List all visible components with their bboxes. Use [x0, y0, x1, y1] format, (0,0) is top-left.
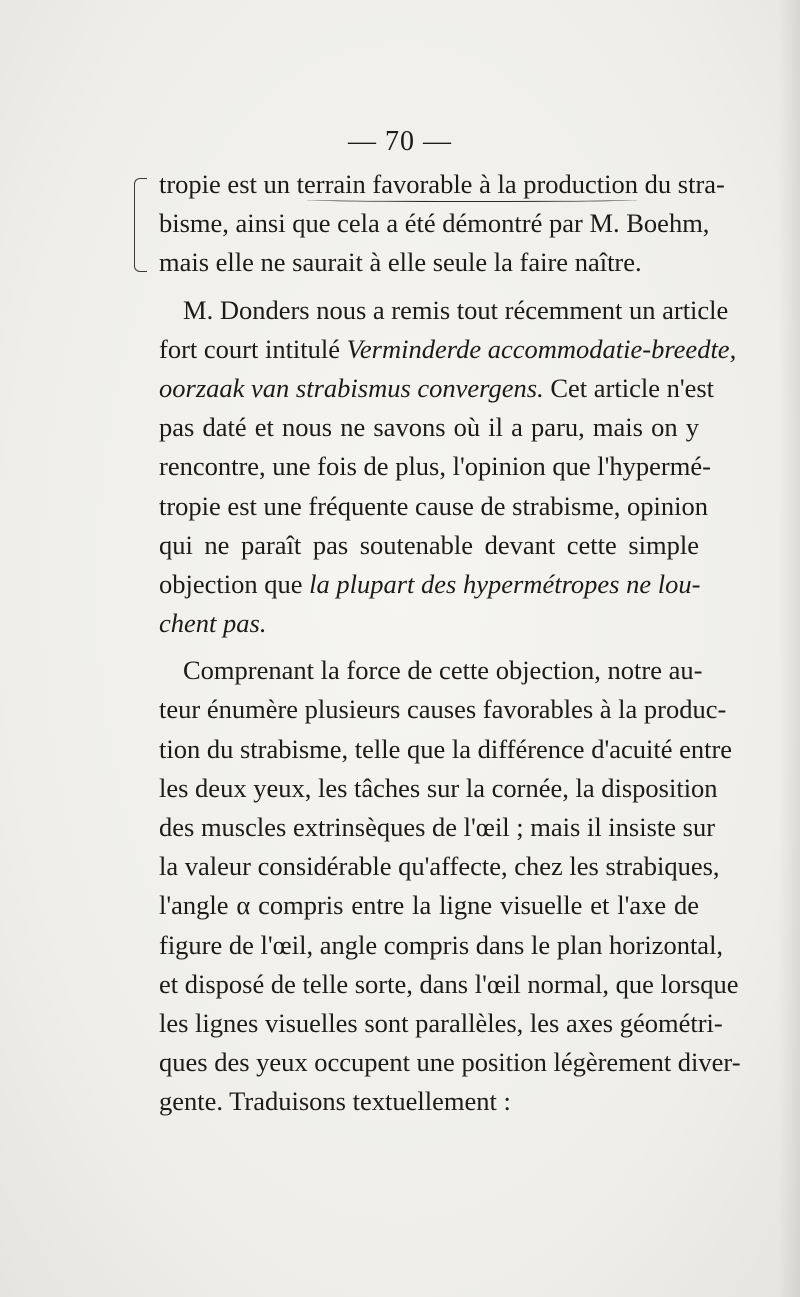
text-line: rencontre, une fois de plus, l'opinion que l'hypermé-: [159, 451, 711, 482]
text-line: [159, 369, 715, 408]
text-fragment: fort court intitulé: [159, 333, 347, 364]
text-line: [159, 330, 737, 369]
text-line: les deux yeux, les tâches sur la cornée, la disposition: [159, 772, 718, 803]
text-line: pas daté et nous ne savons où il a paru, mais on y: [159, 412, 699, 443]
text-line: et disposé de telle sorte, dans l'œil normal, que lorsque: [159, 968, 739, 999]
text-line: tion du strabisme, telle que la différence d'acuité entre: [159, 733, 733, 764]
text-line: Comprenant la force de cette objection, notre au-: [183, 655, 703, 686]
text-line: ques des yeux occupent une position légèrement diver-: [159, 1047, 741, 1078]
text-line: les lignes visuelles sont parallèles, les axes géométri-: [159, 1007, 723, 1038]
italic-title-continued: oorzaak van strabismus convergens.: [159, 372, 544, 403]
text-line: teur énumère plusieurs causes favorables à la produc-: [159, 694, 727, 725]
text-line: l'angle α compris entre la ligne visuelle et l'axe de: [159, 890, 699, 921]
text-line: des muscles extrinsèques de l'œil ; mais il insiste sur: [159, 812, 716, 842]
italic-quote-end: chent pas.: [159, 608, 267, 639]
text-line: [159, 604, 699, 643]
text-line: la valeur considérable qu'affecte, chez les strabiques,: [159, 851, 720, 882]
text-line: [159, 565, 699, 604]
italic-title: Verminderde accommodatie-breedte,: [346, 333, 737, 364]
text-line: tropie est une fréquente cause de strabisme, opinion: [159, 490, 708, 521]
text-line: gente. Traduisons textuellement :: [159, 1086, 511, 1117]
text-line: tropie est un terrain favorable à la production du stra-: [159, 169, 725, 199]
text-line: mais elle ne saurait à elle seule la faire naître.: [159, 247, 642, 278]
page-number: — 70 —: [348, 126, 452, 157]
margin-bracket-mark: [134, 178, 147, 272]
page-edge-shadow: [778, 0, 800, 1297]
text-line: figure de l'œil, angle compris dans le plan horizontal,: [159, 929, 724, 960]
text-fragment: objection que: [159, 568, 310, 599]
body-text: [159, 165, 741, 1122]
italic-quote: la plupart des hypermétropes ne lou-: [309, 568, 701, 599]
text-fragment: Cet article n'est: [543, 372, 715, 403]
text-line: M. Donders nous a remis tout récemment un article: [183, 294, 729, 325]
text-line: bisme, ainsi que cela a été démontré par M. Boehm,: [159, 208, 710, 239]
text-line: qui ne paraît pas soutenable devant cette simple: [159, 529, 699, 560]
